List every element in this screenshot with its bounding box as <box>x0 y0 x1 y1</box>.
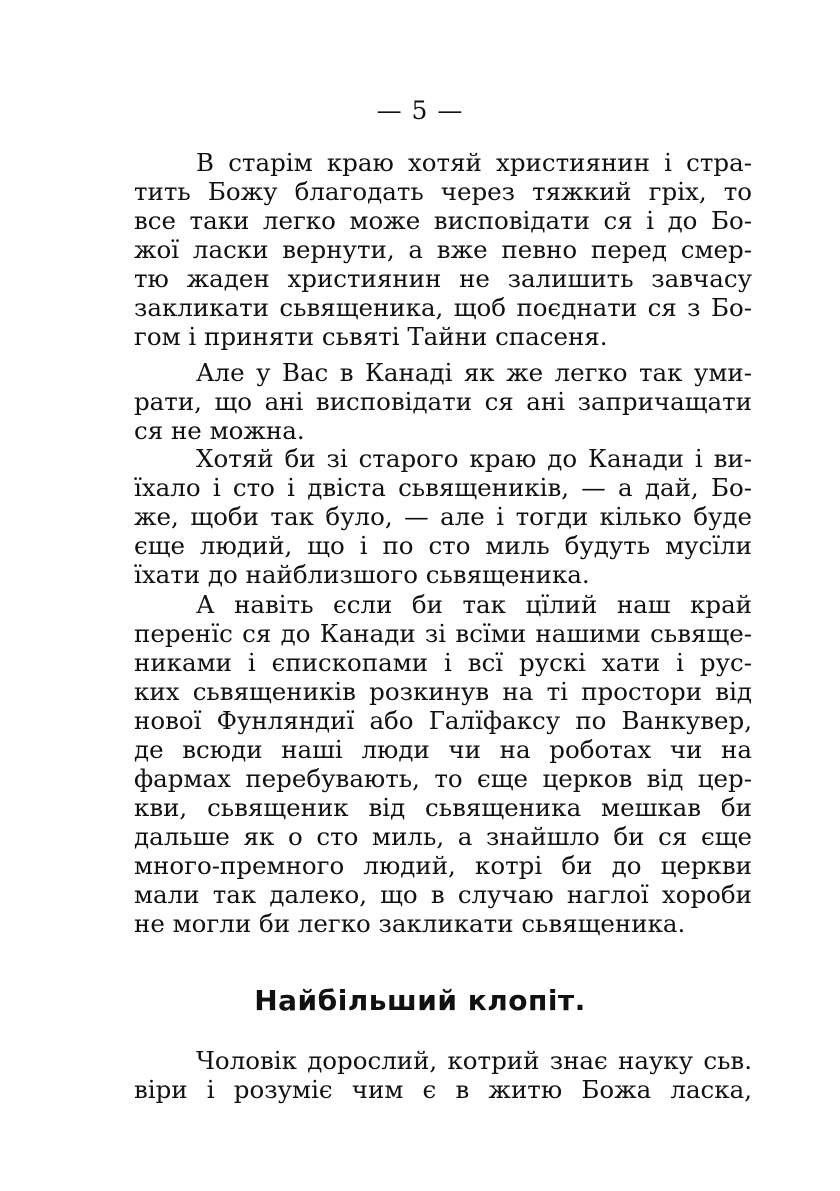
text-line: В старім краю хотяй християнин і стра- <box>196 148 752 177</box>
text-line: жої ласки вернути, а вже певно перед смер- <box>134 235 752 264</box>
text-line: тить Божу благодать через тяжкий гріх, то <box>134 177 752 206</box>
text-line: дальше як о сто миль, а знайшло би ся єще <box>134 822 752 851</box>
paragraph-3 <box>134 444 752 589</box>
section-heading: Найбільший клопіт. <box>254 984 586 1017</box>
text-line: тю жаден християнин не залишить завчасу <box>134 264 752 293</box>
paragraph-1 <box>134 148 752 351</box>
text-line: Але у Вас в Канаді як же легко так уми- <box>196 358 752 387</box>
text-line: Хотяй би зі старого краю до Канади і ви- <box>196 444 752 473</box>
text-line: де всюди наші люди чи на роботах чи на <box>134 735 752 764</box>
text-line: їхало і сто і двіста сьвящеників, — а дай, Бо- <box>134 473 752 502</box>
text-line: все таки легко може висповідати ся і до Бо- <box>134 206 752 235</box>
text-line: мали так далеко, що в случаю наглої хороби <box>134 880 752 909</box>
text-line: перенїс ся до Канади зі всїми нашими сьвяще- <box>134 619 752 648</box>
text-line: їхати до найблизшого сьвященика. <box>134 560 590 589</box>
text-line: гом і приняти сьвяті Тайни спасеня. <box>134 322 608 351</box>
text-line: єще людий, що і по сто миль будуть мусїли <box>134 531 752 560</box>
paragraph-5 <box>134 1046 752 1104</box>
page-number: — 5 — <box>376 96 464 125</box>
text-line: много-премного людий, котрі би до церкви <box>134 851 752 880</box>
text-line: рати, що ані висповідати ся ані запричащати <box>134 387 752 416</box>
text-line: ких сьвящеників розкинув на ті простори від <box>134 677 752 706</box>
text-line: ся не можна. <box>134 416 305 445</box>
text-line: Чоловік дорослий, котрий знає науку сьв. <box>196 1046 752 1075</box>
paragraph-4 <box>134 590 752 938</box>
text-line: віри і розуміє чим є в житю Божа ласка, <box>134 1075 752 1104</box>
text-line: А навіть єсли би так цїлий наш край <box>196 590 752 619</box>
paragraph-2 <box>134 358 752 445</box>
text-line: кви, сьвященик від сьвященика мешкав би <box>134 793 752 822</box>
text-line: не могли би легко закликати сьвященика. <box>134 909 686 938</box>
text-line: закликати сьвященика, щоб поєднати ся з Бо- <box>134 293 752 322</box>
text-line: же, щоби так було, — але і тогди кількo буде <box>134 502 752 531</box>
text-line: никами і єпископами і всї рускі хати і рус- <box>134 648 752 677</box>
text-line: нової Фунляндиї або Галїфаксу по Ванкувер, <box>134 706 752 735</box>
text-line: фармах перебувають, то єще церков від цер- <box>134 764 752 793</box>
